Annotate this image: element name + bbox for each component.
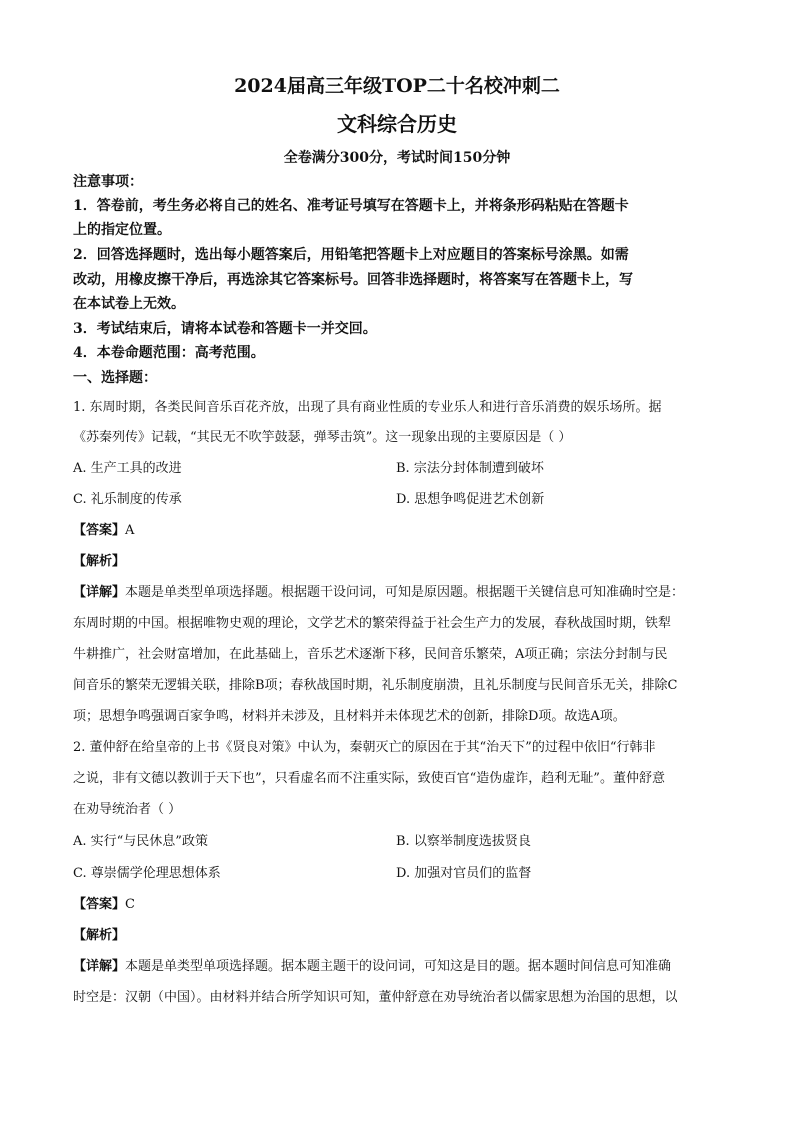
q2-detail-line: 时空是：汉朝（中国）。由材料并结合所学知识可知，董仲舒意在劝导统治者以儒家思想为治国的思想，以 (73, 990, 678, 1005)
q1-detail-line: 牛耕推广，社会财富增加，在此基础上，音乐艺术逐渐下移，民间音乐繁荣，A项正确；宗法分封制与民 (73, 647, 668, 662)
q2-option-d: D. 加强对官员们的监督 (396, 866, 532, 881)
notice-line: 1．答卷前，考生务必将自己的姓名、准考证号填写在答题卡上，并将条形码粘贴在答题卡 (73, 198, 629, 214)
detail-tag: 【详解】 (73, 959, 126, 974)
q2-stem-line: 2. 董仲舒在给皇帝的上书《贤良对策》中认为，秦朝灭亡的原因在于其“治天下”的过程中依旧“行韩非 (73, 740, 656, 755)
answer-value: C (125, 897, 135, 912)
q2-stem-line: 在劝导统治者（ ） (73, 802, 182, 817)
q1-answer (73, 521, 134, 541)
q1-detail-line: 项；思想争鸣强调百家争鸣，材料并未涉及，且材料并未体现艺术的创新，排除D项。故选A项。 (73, 709, 626, 724)
subject-title: 文科综合历史 (337, 112, 457, 136)
notice-line: 4．本卷命题范围：高考范围。 (73, 345, 265, 361)
q1-analysis-tag: 【解析】 (73, 554, 126, 569)
notice-heading: 注意事项： (73, 174, 143, 190)
q1-detail-line: 东周时期的中国。根据唯物史观的理论，文学艺术的繁荣得益于社会生产力的发展，春秋战国时期，铁犁 (73, 616, 672, 631)
notice-line: 在本试卷上无效。 (73, 296, 185, 312)
score-time-line: 全卷满分300分，考试时间150分钟 (283, 150, 511, 166)
notice-line: 2．回答选择题时，选出每小题答案后，用铅笔把答题卡上对应题目的答案标号涂黑。如需 (73, 247, 629, 263)
detail-text: 本题是单类型单项选择题。根据题干设问词，可知是原因题。根据题干关键信息可知准确时空是： (125, 585, 685, 600)
answer-tag: 【答案】 (73, 523, 126, 538)
answer-value: A (125, 523, 135, 538)
section-heading: 一、选择题： (73, 370, 157, 386)
q2-detail-line (73, 957, 671, 977)
q2-stem-line: 之说，非有文德以教训于天下也”，只看虚名而不注重实际，致使百官“造伪虚诈，趋利无耻”。董仲舒意 (73, 771, 665, 786)
q2-option-a: A. 实行“与民休息”政策 (73, 834, 208, 849)
answer-tag: 【答案】 (73, 897, 126, 912)
notice-line: 3．考试结束后，请将本试卷和答题卡一并交回。 (73, 321, 377, 337)
notice-line: 上的指定位置。 (73, 222, 171, 238)
notice-line: 改动，用橡皮擦干净后，再选涂其它答案标号。回答非选择题时，将答案写在答题卡上，写 (73, 272, 633, 288)
q2-option-c: C. 尊崇儒学伦理思想体系 (73, 866, 221, 881)
q2-analysis-tag: 【解析】 (73, 928, 126, 943)
q1-stem-line: 《苏秦列传》记载，“其民无不吹竽鼓瑟，弹琴击筑”。这一现象出现的主要原因是（ ） (73, 430, 572, 445)
exam-title: 2024届高三年级TOP二十名校冲刺二 (234, 75, 560, 97)
q2-answer (73, 895, 135, 915)
q1-option-a: A. 生产工具的改进 (73, 461, 182, 476)
q2-option-b: B. 以察举制度选拔贤良 (396, 834, 531, 849)
detail-text: 本题是单类型单项选择题。据本题主题干的设问词，可知这是目的题。据本题时间信息可知准确 (125, 959, 672, 974)
q1-option-b: B. 宗法分封体制遭到破坏 (396, 461, 544, 476)
q1-stem-line: 1. 东周时期，各类民间音乐百花齐放，出现了具有商业性质的专业乐人和进行音乐消费的娱乐场所。据 (73, 400, 662, 415)
q1-option-d: D. 思想争鸣促进艺术创新 (396, 492, 545, 507)
detail-tag: 【详解】 (73, 585, 126, 600)
q1-detail-line (73, 583, 684, 603)
q1-option-c: C. 礼乐制度的传承 (73, 492, 182, 507)
q1-detail-line: 间音乐的繁荣无逻辑关联，排除B项；春秋战国时期，礼乐制度崩溃，且礼乐制度与民间音乐无关，排除C (73, 678, 678, 693)
